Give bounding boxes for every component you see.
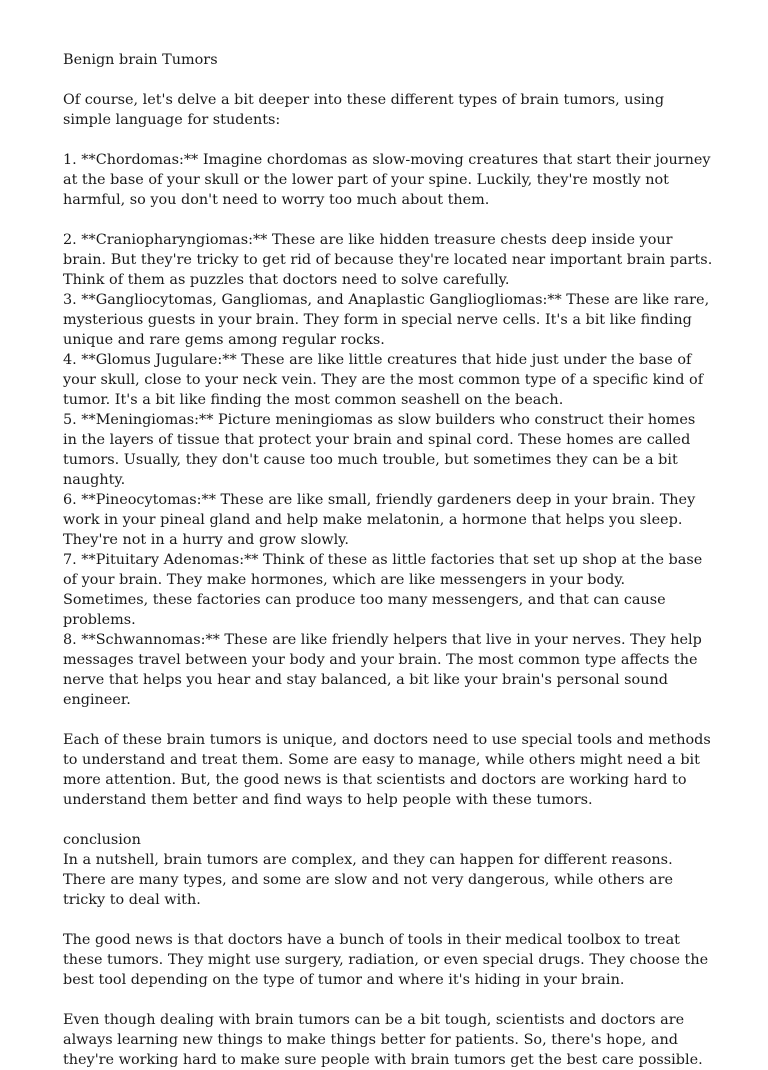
list-item-craniopharyngiomas: 2. **Craniopharyngiomas:** These are like hidden treasure chests deep inside your brain. But they're tricky to get rid of because they're located near important brain parts. Think of them as puzzles that doctors need to solve carefully. — [63, 232, 713, 288]
list-item-chordomas: 1. **Chordomas:** Imagine chordomas as slow-moving creatures that start their journey at the base of your skull or the lower part of your spine. Luckily, they're mostly not harmful, so you don't need to worry too much about them. — [63, 152, 711, 208]
spacer — [63, 810, 713, 830]
list-item-meningiomas: 5. **Meningiomas:** Picture meningiomas as slow builders who construct their homes in the layers of tissue that protect your brain and spinal cord. These homes are called tumors. Usually, they don't cause too much trouble, but sometimes they can be a bit naughty. — [63, 412, 696, 488]
list-item-gangliocytomas: 3. **Gangliocytomas, Gangliomas, and Anaplastic Gangliogliomas:** These are like rare, mysterious guests in your brain. They form in special nerve cells. It's a bit like finding unique and rare gems among regular rocks. — [63, 292, 710, 348]
list-item-pituitary-adenomas: 7. **Pituitary Adenomas:** Think of these as little factories that set up shop at the base of your brain. They make hormones, which are like messengers in your body. Sometimes, these factories can produce too many messengers, and that can cause problems. — [63, 552, 703, 628]
intro-paragraph: Of course, let's delve a bit deeper into these different types of brain tumors, using simple language for students: — [63, 92, 665, 128]
conclusion-paragraph: Even though dealing with brain tumors can be a bit tough, scientists and doctors are always learning new things to make things better for patients. So, there's hope, and they're working hard to make sure people with brain tumors get the best care possible. — [63, 1012, 703, 1068]
list-item-pineocytomas: 6. **Pineocytomas:** These are like small, friendly gardeners deep in your brain. They work in your pineal gland and help make melatonin, a hormone that helps you sleep. They're not in a hurry and grow slowly. — [63, 492, 696, 548]
summary-paragraph: Each of these brain tumors is unique, and doctors need to use special tools and methods to understand and treat them. Some are easy to manage, while others might need a bit more attention. But, the good news is that scientists and doctors are working hard to understand them better and find ways to help people with these tumors. — [63, 732, 711, 808]
conclusion-heading: conclusion — [63, 832, 141, 848]
conclusion-paragraph: In a nutshell, brain tumors are complex, and they can happen for different reasons. There are many types, and some are slow and not very dangerous, while others are tricky to deal with. — [63, 852, 673, 908]
spacer — [63, 910, 713, 930]
spacer — [63, 70, 713, 90]
list-item-glomus-jugulare: 4. **Glomus Jugulare:** These are like little creatures that hide just under the base of your skull, close to your neck vein. They are the most common type of a specific kind of tumor. It's a bit like finding the most common seashell on the beach. — [63, 352, 704, 408]
document-title: Benign brain Tumors — [63, 52, 218, 68]
spacer — [63, 130, 713, 150]
document-body — [63, 50, 713, 1070]
spacer — [63, 710, 713, 730]
conclusion-paragraph: The good news is that doctors have a bunch of tools in their medical toolbox to treat these tumors. They might use surgery, radiation, or even special drugs. They choose the best tool depending on the type of tumor and where it's hiding in your brain. — [63, 932, 709, 988]
list-item-schwannomas: 8. **Schwannomas:** These are like friendly helpers that live in your nerves. They help messages travel between your body and your brain. The most common type affects the nerve that helps you hear and stay balanced, a bit like your brain's personal sound engineer. — [63, 632, 702, 708]
spacer — [63, 990, 713, 1010]
spacer — [63, 210, 713, 230]
